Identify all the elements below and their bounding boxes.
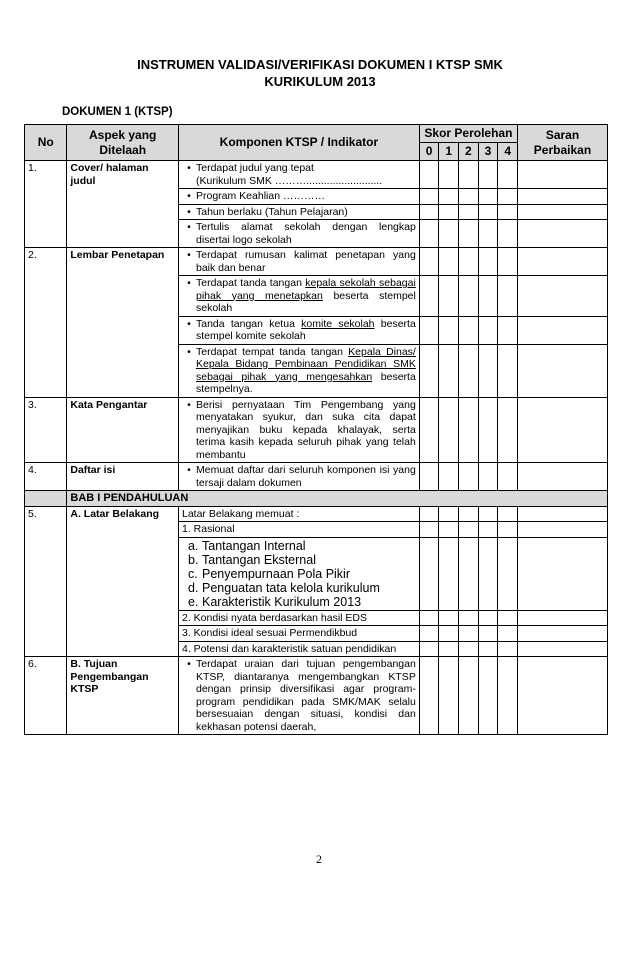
- score-cell-2[interactable]: [459, 657, 479, 735]
- bullet-icon: •: [187, 398, 191, 411]
- score-cell-1[interactable]: [439, 316, 459, 344]
- indicator-text: Terdapat rumusan kalimat penetapan yang baik dan benar: [196, 249, 416, 274]
- indicator-text: Tanda tangan ketua: [196, 317, 302, 330]
- indicator-cell: [179, 626, 420, 642]
- section-heading: BAB I PENDAHULUAN: [67, 491, 608, 507]
- score-cell-1[interactable]: [439, 537, 459, 610]
- bullet-icon: •: [187, 464, 191, 476]
- score-cell-0[interactable]: [419, 220, 439, 248]
- row-aspek: Cover/ halaman judul: [67, 161, 179, 248]
- indicator-text: 4. Potensi dan karakteristik satuan pendidikan: [182, 642, 397, 655]
- row-aspek: A. Latar Belakang: [67, 506, 179, 657]
- score-cell-0[interactable]: [419, 657, 439, 735]
- indicator-cell: [179, 316, 420, 344]
- score-cell-1[interactable]: [439, 189, 459, 205]
- score-cell-0[interactable]: [419, 537, 439, 610]
- header-score-2: 2: [459, 143, 479, 161]
- score-cell-3[interactable]: [478, 189, 498, 205]
- saran-cell[interactable]: [517, 276, 607, 317]
- table-row: [25, 248, 608, 276]
- score-cell-0[interactable]: [419, 522, 439, 538]
- sub-letter: b.: [188, 552, 199, 567]
- indicator-cell: [179, 610, 420, 626]
- score-cell-3[interactable]: [478, 248, 498, 276]
- score-cell-3[interactable]: [478, 344, 498, 397]
- score-cell-0[interactable]: [419, 276, 439, 317]
- score-cell-4[interactable]: [498, 626, 518, 642]
- score-cell-3[interactable]: [478, 506, 498, 522]
- score-cell-1[interactable]: [439, 657, 459, 735]
- saran-cell[interactable]: [517, 248, 607, 276]
- document-title: [60, 56, 580, 90]
- sub-letter: c.: [188, 566, 198, 581]
- section-row: [25, 491, 608, 507]
- score-cell-3[interactable]: [478, 204, 498, 220]
- score-cell-2[interactable]: [459, 610, 479, 626]
- indicator-cell: [179, 397, 420, 463]
- saran-cell[interactable]: [517, 397, 607, 463]
- score-cell-4[interactable]: [498, 506, 518, 522]
- header-skor: Skor Perolehan: [419, 125, 517, 143]
- score-cell-0[interactable]: [419, 397, 439, 463]
- indicator-text: 2. Kondisi nyata berdasarkan hasil EDS: [182, 611, 368, 624]
- score-cell-3[interactable]: [478, 463, 498, 491]
- header-score-4: 4: [498, 143, 518, 161]
- score-cell-0[interactable]: [419, 161, 439, 189]
- header-score-0: 0: [419, 143, 439, 161]
- indicator-cell: [179, 344, 420, 397]
- indicator-text: (Kurikulum SMK ………..........................: [196, 174, 383, 187]
- score-cell-1[interactable]: [439, 276, 459, 317]
- score-cell-1[interactable]: [439, 506, 459, 522]
- table-row: [25, 657, 608, 735]
- row-number: 6.: [25, 657, 67, 735]
- score-cell-4[interactable]: [498, 657, 518, 735]
- score-cell-3[interactable]: [478, 276, 498, 317]
- score-cell-1[interactable]: [439, 161, 459, 189]
- score-cell-3[interactable]: [478, 641, 498, 657]
- score-cell-0[interactable]: [419, 316, 439, 344]
- score-cell-4[interactable]: [498, 522, 518, 538]
- validation-table: [24, 124, 608, 735]
- saran-cell[interactable]: [517, 610, 607, 626]
- score-cell-0[interactable]: [419, 189, 439, 205]
- row-number: 4.: [25, 463, 67, 491]
- score-cell-1[interactable]: [439, 641, 459, 657]
- score-cell-4[interactable]: [498, 204, 518, 220]
- saran-cell[interactable]: [517, 220, 607, 248]
- score-cell-0[interactable]: [419, 344, 439, 397]
- row-number: 5.: [25, 506, 67, 657]
- score-cell-0[interactable]: [419, 610, 439, 626]
- indicator-text: Terdapat judul yang tepat: [196, 162, 314, 174]
- score-cell-0[interactable]: [419, 506, 439, 522]
- sub-text: Penyempurnaan Pola Pikir: [202, 566, 350, 581]
- indicator-cell: [179, 537, 420, 610]
- sub-text: Penguatan tata kelola kurikulum: [202, 580, 380, 595]
- score-cell-3[interactable]: [478, 626, 498, 642]
- score-cell-3[interactable]: [478, 397, 498, 463]
- indicator-text: Berisi pernyataan Tim Pengembang yang menyatakan syukur, dan suka cita dapat menyajikan buku kepada khalayak, serta terima kasih kepada seluruh pihak yang telah membantu: [196, 398, 416, 461]
- score-cell-4[interactable]: [498, 463, 518, 491]
- score-cell-3[interactable]: [478, 657, 498, 735]
- indicator-text: 3. Kondisi ideal sesuai Permendikbud: [182, 627, 358, 639]
- saran-cell[interactable]: [517, 657, 607, 735]
- saran-cell[interactable]: [517, 522, 607, 538]
- indicator-text: beserta stempelnya.: [196, 370, 416, 395]
- indicator-cell: [179, 220, 420, 248]
- saran-cell[interactable]: [517, 344, 607, 397]
- indicator-text: Tahun berlaku (Tahun Pelajaran): [196, 205, 348, 218]
- indicator-underlined: komite sekolah: [301, 317, 375, 330]
- row-aspek: Kata Pengantar: [67, 397, 179, 463]
- bullet-icon: •: [187, 277, 191, 289]
- indicator-cell: [179, 276, 420, 317]
- score-cell-1[interactable]: [439, 204, 459, 220]
- indicator-cell: [179, 189, 420, 205]
- score-cell-3[interactable]: [478, 316, 498, 344]
- title-line-1: INSTRUMEN VALIDASI/VERIFIKASI DOKUMEN I KTSP SMK: [137, 57, 503, 72]
- row-aspek: Lembar Penetapan: [67, 248, 179, 398]
- score-cell-1[interactable]: [439, 610, 459, 626]
- score-cell-3[interactable]: [478, 161, 498, 189]
- table-row: [25, 397, 608, 463]
- bullet-icon: •: [187, 317, 191, 330]
- indicator-text: Memuat daftar dari seluruh komponen isi yang tersaji dalam dokumen: [196, 464, 416, 489]
- score-cell-3[interactable]: [478, 220, 498, 248]
- sub-text: Karakteristik Kurikulum 2013: [202, 594, 362, 609]
- score-cell-0[interactable]: [419, 204, 439, 220]
- indicator-underlined: kepala sekolah sebagai pihak yang menetapkan: [196, 277, 416, 302]
- saran-cell[interactable]: [517, 204, 607, 220]
- indicator-cell: [179, 204, 420, 220]
- score-cell-2[interactable]: [459, 204, 479, 220]
- saran-cell[interactable]: [517, 626, 607, 642]
- indicator-text: beserta stempel sekolah: [196, 289, 416, 314]
- score-cell-4[interactable]: [498, 316, 518, 344]
- score-cell-3[interactable]: [478, 522, 498, 538]
- saran-cell[interactable]: [517, 506, 607, 522]
- score-cell-2[interactable]: [459, 189, 479, 205]
- bullet-icon: •: [187, 249, 191, 261]
- score-cell-1[interactable]: [439, 397, 459, 463]
- table-row: [25, 161, 608, 189]
- header-no: No: [25, 125, 67, 161]
- score-cell-1[interactable]: [439, 626, 459, 642]
- row-number: 2.: [25, 248, 67, 398]
- indicator-cell: [179, 657, 420, 735]
- indicator-cell: [179, 641, 420, 657]
- score-cell-0[interactable]: [419, 641, 439, 657]
- indicator-cell: [179, 463, 420, 491]
- bullet-icon: •: [187, 162, 191, 174]
- document-label: DOKUMEN 1 (KTSP): [62, 106, 173, 118]
- row-number: 3.: [25, 397, 67, 463]
- score-cell-2[interactable]: [459, 522, 479, 538]
- saran-cell[interactable]: [517, 537, 607, 610]
- section-no-cell: [25, 491, 67, 507]
- sub-text: Tantangan Eksternal: [202, 552, 316, 567]
- header-score-3: 3: [478, 143, 498, 161]
- page-number: 2: [316, 852, 322, 866]
- indicator-cell: [179, 506, 420, 522]
- score-cell-4[interactable]: [498, 248, 518, 276]
- score-cell-2[interactable]: [459, 248, 479, 276]
- saran-cell[interactable]: [517, 189, 607, 205]
- score-cell-4[interactable]: [498, 276, 518, 317]
- indicator-text: Tertulis alamat sekolah dengan lengkap disertai logo sekolah: [196, 221, 416, 246]
- bullet-icon: •: [187, 345, 191, 358]
- score-cell-1[interactable]: [439, 522, 459, 538]
- score-cell-0[interactable]: [419, 626, 439, 642]
- header-aspek: Aspek yang Ditelaah: [67, 125, 179, 161]
- bullet-icon: •: [187, 658, 191, 670]
- indicator-underlined: Kepala Dinas/ Kepala Bidang Pembinaan Pendidikan SMK sebagai pihak yang mengesahkan: [196, 345, 416, 383]
- score-cell-2[interactable]: [459, 537, 479, 610]
- score-cell-0[interactable]: [419, 463, 439, 491]
- score-cell-4[interactable]: [498, 641, 518, 657]
- indicator-cell: [179, 522, 420, 538]
- indicator-text: Terdapat uraian dari tujuan pengembangan KTSP, diantaranya mengembangkan KTSP dengan prinsip diversifikasi agar program-program pendidikan pada SMK/MAK selalu bersesuaian dengan situasi, kondisi dan kekhasan potensi daerah,: [196, 658, 416, 733]
- indicator-text: beserta stempel komite sekolah: [196, 317, 416, 342]
- sub-list: [182, 539, 416, 609]
- indicator-text: 1. Rasional: [182, 523, 235, 535]
- sub-letter: a.: [188, 538, 199, 553]
- score-cell-1[interactable]: [439, 344, 459, 397]
- score-cell-0[interactable]: [419, 248, 439, 276]
- indicator-text: Latar Belakang memuat :: [182, 507, 300, 520]
- score-cell-4[interactable]: [498, 344, 518, 397]
- header-komponen: Komponen KTSP / Indikator: [179, 125, 420, 161]
- table-row: [25, 463, 608, 491]
- score-cell-4[interactable]: [498, 610, 518, 626]
- score-cell-2[interactable]: [459, 276, 479, 317]
- score-cell-2[interactable]: [459, 463, 479, 491]
- bullet-icon: •: [187, 205, 191, 218]
- score-cell-2[interactable]: [459, 506, 479, 522]
- score-cell-2[interactable]: [459, 161, 479, 189]
- score-cell-4[interactable]: [498, 397, 518, 463]
- row-number: 1.: [25, 161, 67, 248]
- score-cell-3[interactable]: [478, 537, 498, 610]
- score-cell-2[interactable]: [459, 626, 479, 642]
- sub-letter: d.: [188, 580, 199, 595]
- table-row: [25, 506, 608, 522]
- score-cell-3[interactable]: [478, 610, 498, 626]
- saran-cell[interactable]: [517, 463, 607, 491]
- bullet-icon: •: [187, 190, 191, 202]
- score-cell-4[interactable]: [498, 161, 518, 189]
- sub-text: Tantangan Internal: [202, 538, 306, 553]
- score-cell-2[interactable]: [459, 316, 479, 344]
- score-cell-1[interactable]: [439, 220, 459, 248]
- row-aspek: Daftar isi: [67, 463, 179, 491]
- saran-cell[interactable]: [517, 161, 607, 189]
- indicator-text: Terdapat tanda tangan: [196, 277, 306, 289]
- title-line-2: KURIKULUM 2013: [264, 74, 376, 89]
- saran-cell[interactable]: [517, 316, 607, 344]
- header-saran: Saran Perbaikan: [517, 125, 607, 161]
- indicator-text: Program Keahlian …………: [196, 190, 325, 202]
- saran-cell[interactable]: [517, 641, 607, 657]
- score-cell-4[interactable]: [498, 537, 518, 610]
- bullet-icon: •: [187, 221, 191, 233]
- sub-letter: e.: [188, 594, 199, 609]
- score-cell-4[interactable]: [498, 220, 518, 248]
- score-cell-2[interactable]: [459, 220, 479, 248]
- score-cell-2[interactable]: [459, 397, 479, 463]
- indicator-text: Terdapat tempat tanda tangan: [196, 345, 349, 358]
- row-aspek: B. Tujuan Pengembangan KTSP: [67, 657, 179, 735]
- score-cell-4[interactable]: [498, 189, 518, 205]
- header-score-1: 1: [439, 143, 459, 161]
- indicator-cell: [179, 248, 420, 276]
- indicator-cell: [179, 161, 420, 189]
- score-cell-1[interactable]: [439, 463, 459, 491]
- score-cell-1[interactable]: [439, 248, 459, 276]
- score-cell-2[interactable]: [459, 344, 479, 397]
- score-cell-2[interactable]: [459, 641, 479, 657]
